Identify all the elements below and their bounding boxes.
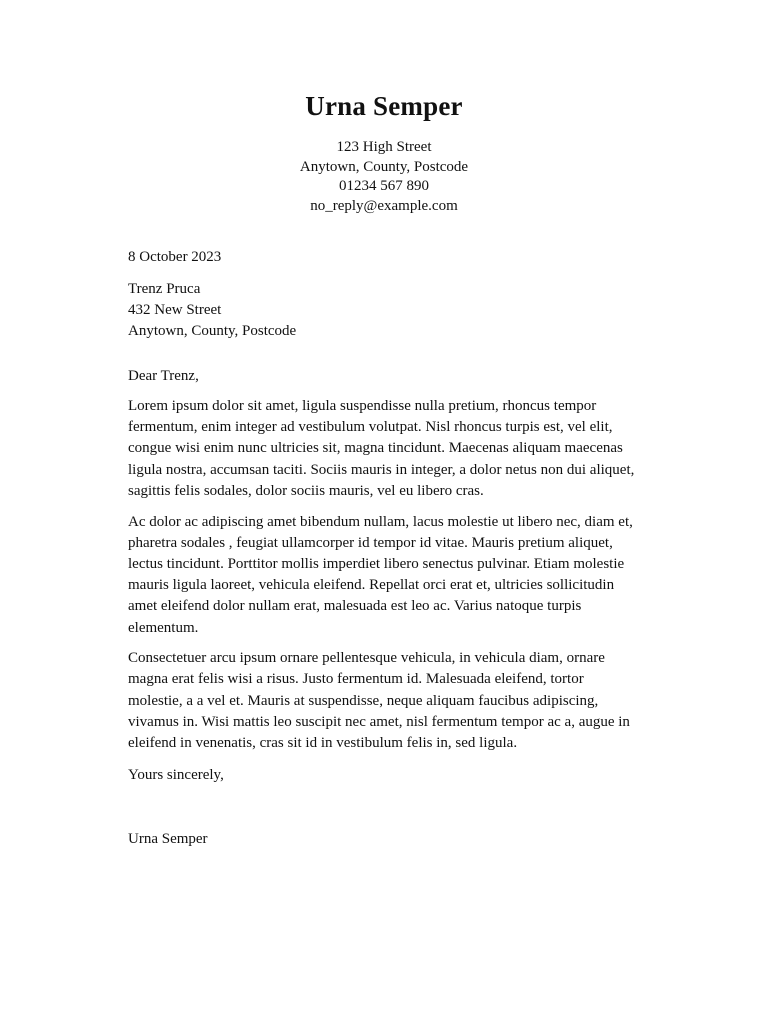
closing: Yours sincerely, <box>128 766 224 783</box>
body-paragraph: Lorem ipsum dolor sit amet, ligula suspendisse nulla pretium, rhoncus tempor fermentum, enim integer ad vestibulum volutpat. Nisl rhoncus turpis est, vel elit, congue wisi enim nunc ultricies sit, magna tincidunt. Maecenas aliquam maecenas ligula nostra, accumsan taciti. Sociis mauris in integer, a dolor netus non dui aliquet, sagittis felis sodales, dolor sociis mauris, vel eu libero cras. <box>128 398 635 499</box>
recipient-address-line-1: 432 New Street <box>128 302 222 318</box>
body-paragraph: Ac dolor ac adipiscing amet bibendum nullam, lacus molestie ut libero nec, diam et, pharetra sodales , feugiat ullamcorper id tempor id vitae. Mauris pretium aliquet, lectus tincidunt. Porttitor mollis imperdiet libero senectus pulvinar. Etiam molestie mauris ligula laoreet, vehicula eleifend. Repellat orci erat et, ultricies sollicitudin amet eleifend dolor nullam erat, malesuada est leo ac. Varius natoque turpis elementum. <box>128 513 633 636</box>
recipient-address-line-2: Anytown, County, Postcode <box>128 323 297 339</box>
sender-email: no_reply@example.com <box>310 197 458 214</box>
letter-date: 8 October 2023 <box>128 249 222 265</box>
sender-address-line-2: Anytown, County, Postcode <box>299 158 469 175</box>
letter-body <box>128 246 640 850</box>
body-paragraph: Consectetuer arcu ipsum ornare pellentesque vehicula, in vehicula diam, ornare magna erat felis wisi a risus. Justo fermentum id. Malesuada eleifend, tortor molestie, a a vel et. Mauris at suspendisse, neque aliquam faucibus adipiscing, vivamus in. Wisi mattis leo suscipit nec amet, nisl fermentum tempor ac a, augue in eleifend in venenatis, cras sit id in vestibulum felis in, sed ligula. <box>128 650 630 752</box>
recipient-block <box>128 279 640 342</box>
sender-address-line-1: 123 High Street <box>336 139 432 155</box>
sender-name: Urna Semper <box>305 91 463 121</box>
signature-name: Urna Semper <box>128 830 208 847</box>
salutation: Dear Trenz, <box>128 368 199 384</box>
sender-header <box>0 88 768 216</box>
sender-phone: 01234 567 890 <box>339 178 429 194</box>
recipient-name: Trenz Pruca <box>128 281 201 297</box>
